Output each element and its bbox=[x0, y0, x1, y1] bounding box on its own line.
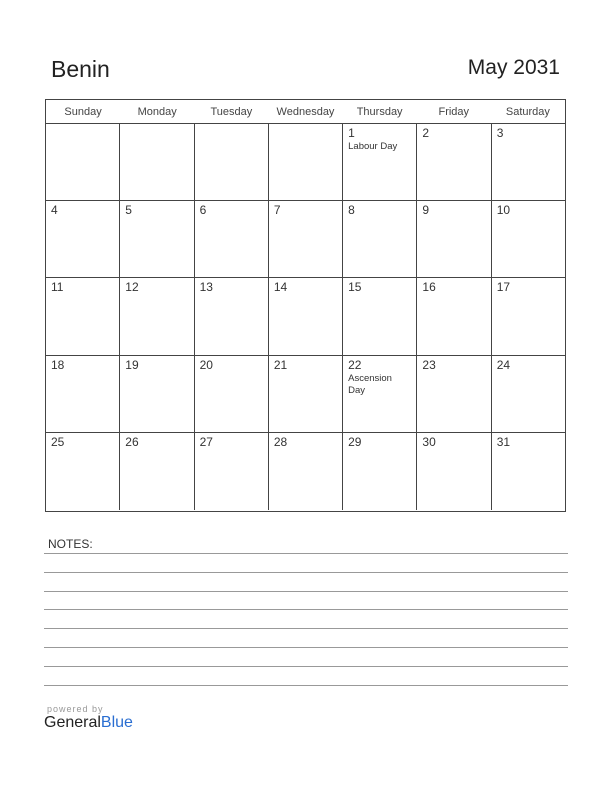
day-number: 8 bbox=[348, 203, 355, 218]
week-row bbox=[46, 201, 565, 278]
day-cell-27 bbox=[195, 433, 269, 510]
note-line bbox=[44, 666, 568, 667]
day-number: 15 bbox=[348, 280, 362, 295]
day-number: 3 bbox=[496, 126, 504, 140]
day-cell-3 bbox=[492, 124, 565, 200]
week-row bbox=[46, 356, 565, 433]
calendar-weeks bbox=[46, 124, 565, 510]
day-number: 4 bbox=[51, 203, 58, 218]
holiday-label: Ascension Day bbox=[348, 372, 392, 396]
day-cell-empty bbox=[195, 124, 269, 200]
holiday-label: Labour Day bbox=[348, 141, 398, 152]
notes-label: NOTES: bbox=[48, 537, 93, 551]
day-cell-7 bbox=[269, 201, 343, 277]
weekday-header-wednesday: Wednesday bbox=[276, 106, 335, 118]
note-line bbox=[44, 628, 568, 629]
day-number: 1 bbox=[348, 126, 355, 140]
day-cell-20 bbox=[195, 356, 269, 432]
day-cell-11 bbox=[46, 278, 120, 354]
day-cell-4 bbox=[46, 201, 120, 277]
day-cell-9 bbox=[417, 201, 491, 277]
country-title: Benin bbox=[51, 56, 110, 82]
day-number: 27 bbox=[199, 434, 213, 449]
day-cell-6 bbox=[195, 201, 269, 277]
weekday-header-sunday: Sunday bbox=[64, 106, 102, 118]
day-cell-23 bbox=[417, 356, 491, 432]
day-cell-26 bbox=[120, 433, 194, 510]
day-cell-25 bbox=[46, 433, 120, 510]
day-number: 14 bbox=[273, 280, 288, 295]
day-cell-15 bbox=[343, 278, 417, 354]
day-cell-13 bbox=[195, 278, 269, 354]
day-number: 18 bbox=[51, 357, 65, 372]
note-line bbox=[44, 609, 568, 610]
calendar-grid bbox=[45, 99, 566, 512]
day-cell-17 bbox=[492, 278, 565, 354]
day-number: 19 bbox=[125, 357, 139, 372]
day-cell-empty bbox=[46, 124, 120, 200]
note-line bbox=[44, 647, 568, 648]
weekday-header-saturday: Saturday bbox=[505, 106, 550, 118]
day-cell-22 bbox=[343, 356, 417, 432]
day-cell-31 bbox=[492, 433, 565, 510]
day-number: 29 bbox=[348, 434, 362, 449]
day-number: 7 bbox=[273, 203, 281, 218]
day-number: 16 bbox=[422, 280, 436, 295]
day-number: 5 bbox=[125, 203, 132, 218]
day-number: 23 bbox=[422, 357, 436, 372]
day-number: 24 bbox=[496, 357, 511, 372]
weekday-header-tuesday: Tuesday bbox=[210, 106, 253, 118]
day-number: 31 bbox=[496, 434, 511, 449]
weekday-header-monday: Monday bbox=[137, 106, 177, 118]
day-cell-24 bbox=[492, 356, 565, 432]
day-number: 13 bbox=[199, 280, 213, 295]
week-row bbox=[46, 124, 565, 201]
generalblue-logo bbox=[44, 714, 133, 732]
day-number: 20 bbox=[199, 357, 213, 372]
note-line bbox=[44, 685, 568, 686]
day-cell-30 bbox=[417, 433, 491, 510]
week-row bbox=[46, 278, 565, 355]
day-cell-12 bbox=[120, 278, 194, 354]
day-cell-10 bbox=[492, 201, 565, 277]
day-number: 2 bbox=[422, 126, 430, 140]
day-cell-14 bbox=[269, 278, 343, 354]
note-line bbox=[44, 553, 568, 554]
weekday-header-thursday: Thursday bbox=[356, 106, 403, 118]
day-number: 21 bbox=[273, 357, 288, 372]
day-number: 25 bbox=[51, 434, 65, 449]
day-number: 22 bbox=[348, 357, 362, 372]
day-cell-19 bbox=[120, 356, 194, 432]
day-cell-8 bbox=[343, 201, 417, 277]
day-number: 30 bbox=[422, 434, 436, 449]
day-number: 10 bbox=[496, 203, 511, 218]
logo-general-text: General bbox=[44, 714, 101, 731]
day-number: 11 bbox=[51, 280, 64, 295]
day-cell-2 bbox=[417, 124, 491, 200]
day-cell-empty bbox=[269, 124, 343, 200]
note-line bbox=[44, 572, 568, 573]
powered-by-text: powered by bbox=[47, 704, 104, 714]
day-cell-28 bbox=[269, 433, 343, 510]
logo-blue-text: Blue bbox=[100, 714, 133, 731]
day-number: 26 bbox=[125, 434, 139, 449]
weekday-header-row bbox=[46, 100, 565, 124]
weekday-header-friday: Friday bbox=[438, 106, 470, 118]
note-line bbox=[44, 591, 568, 592]
day-cell-1 bbox=[343, 124, 417, 200]
day-cell-5 bbox=[120, 201, 194, 277]
day-number: 6 bbox=[199, 203, 207, 218]
day-cell-empty bbox=[120, 124, 194, 200]
day-cell-18 bbox=[46, 356, 120, 432]
day-number: 9 bbox=[422, 203, 430, 218]
day-number: 17 bbox=[496, 280, 511, 295]
day-cell-29 bbox=[343, 433, 417, 510]
day-cell-21 bbox=[269, 356, 343, 432]
brand-footer bbox=[44, 704, 133, 732]
day-number: 12 bbox=[125, 280, 139, 295]
day-number: 28 bbox=[273, 434, 288, 449]
month-year-title: May 2031 bbox=[467, 56, 560, 79]
week-row bbox=[46, 433, 565, 510]
day-cell-16 bbox=[417, 278, 491, 354]
